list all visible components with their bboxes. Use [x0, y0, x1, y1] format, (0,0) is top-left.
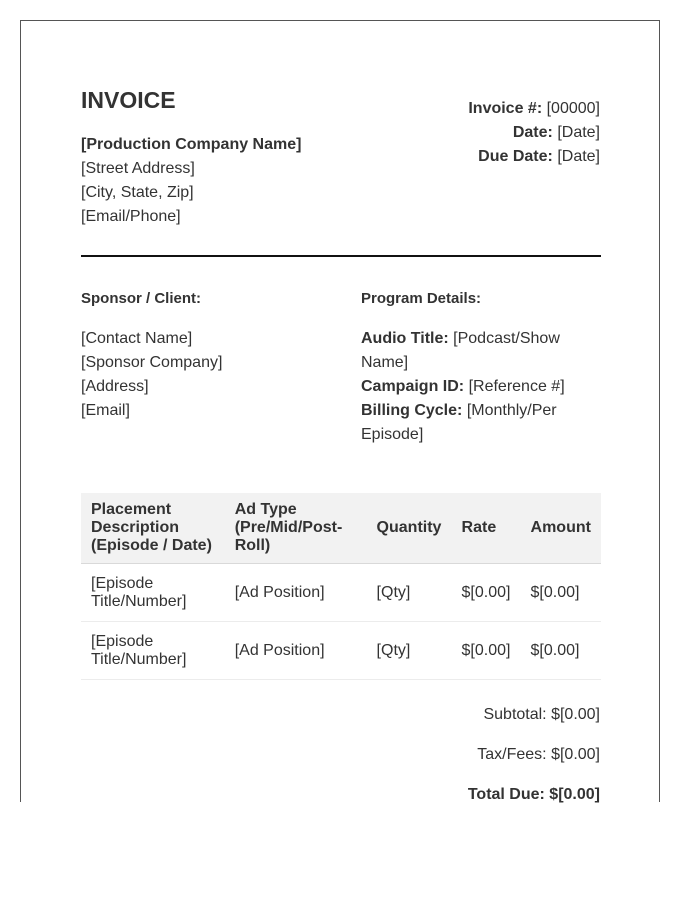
- audio-title-line: [361, 327, 601, 375]
- invoice-date-line: [468, 121, 600, 145]
- invoice-number-line: [468, 97, 600, 121]
- billing-cycle-value: [Monthly/Per Episode]: [361, 402, 557, 443]
- total-due-line: Total Due: $[0.00]: [467, 786, 600, 803]
- invoice-date-value: [Date]: [557, 124, 600, 141]
- col-header-rate: Rate: [452, 493, 521, 564]
- col-header-amount: Amount: [521, 493, 601, 564]
- cell-rate: $[0.00]: [452, 564, 521, 622]
- invoice-date-label: Date:: [512, 124, 553, 141]
- cell-amount: $[0.00]: [521, 622, 601, 680]
- invoice-number-value: [00000]: [546, 100, 600, 117]
- cell-amount: $[0.00]: [521, 564, 601, 622]
- cell-placement: [Episode Title/Number]: [81, 564, 225, 622]
- audio-title-label: Audio Title:: [361, 330, 449, 347]
- cell-ad-type: [Ad Position]: [225, 564, 367, 622]
- sponsor-email: [Email]: [81, 402, 130, 419]
- company-contact: [Email/Phone]: [81, 208, 181, 225]
- col-header-quantity: Quantity: [367, 493, 452, 564]
- subtotal-line: Subtotal: $[0.00]: [483, 706, 600, 723]
- table-row: [81, 622, 601, 680]
- audio-title-value: [Podcast/Show Name]: [361, 330, 560, 371]
- cell-quantity: [Qty]: [367, 564, 452, 622]
- sponsor-heading: Sponsor / Client:: [81, 290, 201, 307]
- company-block: [81, 133, 301, 229]
- due-date-line: [468, 145, 600, 169]
- billing-cycle-label: Billing Cycle:: [361, 402, 463, 419]
- col-header-ad-type: Ad Type (Pre/Mid/Post-Roll): [225, 493, 367, 564]
- sponsor-contact-name: [Contact Name]: [81, 330, 193, 347]
- company-name: [Production Company Name]: [81, 136, 302, 153]
- campaign-id-label: Campaign ID:: [361, 378, 465, 395]
- header-divider: [81, 255, 601, 257]
- cell-rate: $[0.00]: [452, 622, 521, 680]
- invoice-number-label: Invoice #:: [468, 100, 543, 117]
- program-block: [361, 287, 601, 447]
- company-city: [City, State, Zip]: [81, 184, 194, 201]
- billing-cycle-line: [361, 399, 601, 447]
- invoice-meta: [468, 97, 600, 169]
- col-header-placement: Placement Description (Episode / Date): [81, 493, 225, 564]
- program-heading: Program Details:: [361, 290, 482, 307]
- cell-quantity: [Qty]: [367, 622, 452, 680]
- cell-ad-type: [Ad Position]: [225, 622, 367, 680]
- due-date-label: Due Date:: [478, 148, 553, 165]
- invoice-page: [20, 20, 660, 802]
- table-header-row: [81, 493, 601, 564]
- campaign-id-line: [361, 375, 601, 399]
- sponsor-block: [81, 287, 341, 423]
- table-row: [81, 564, 601, 622]
- company-street: [Street Address]: [81, 160, 195, 177]
- line-items-table: [81, 493, 601, 680]
- totals-block: [468, 703, 600, 823]
- tax-fees-line: Tax/Fees: $[0.00]: [477, 746, 600, 763]
- due-date-value: [Date]: [557, 148, 600, 165]
- invoice-title: INVOICE: [81, 87, 176, 113]
- sponsor-company: [Sponsor Company]: [81, 354, 223, 371]
- sponsor-address: [Address]: [81, 378, 149, 395]
- campaign-id-value: [Reference #]: [468, 378, 565, 395]
- cell-placement: [Episode Title/Number]: [81, 622, 225, 680]
